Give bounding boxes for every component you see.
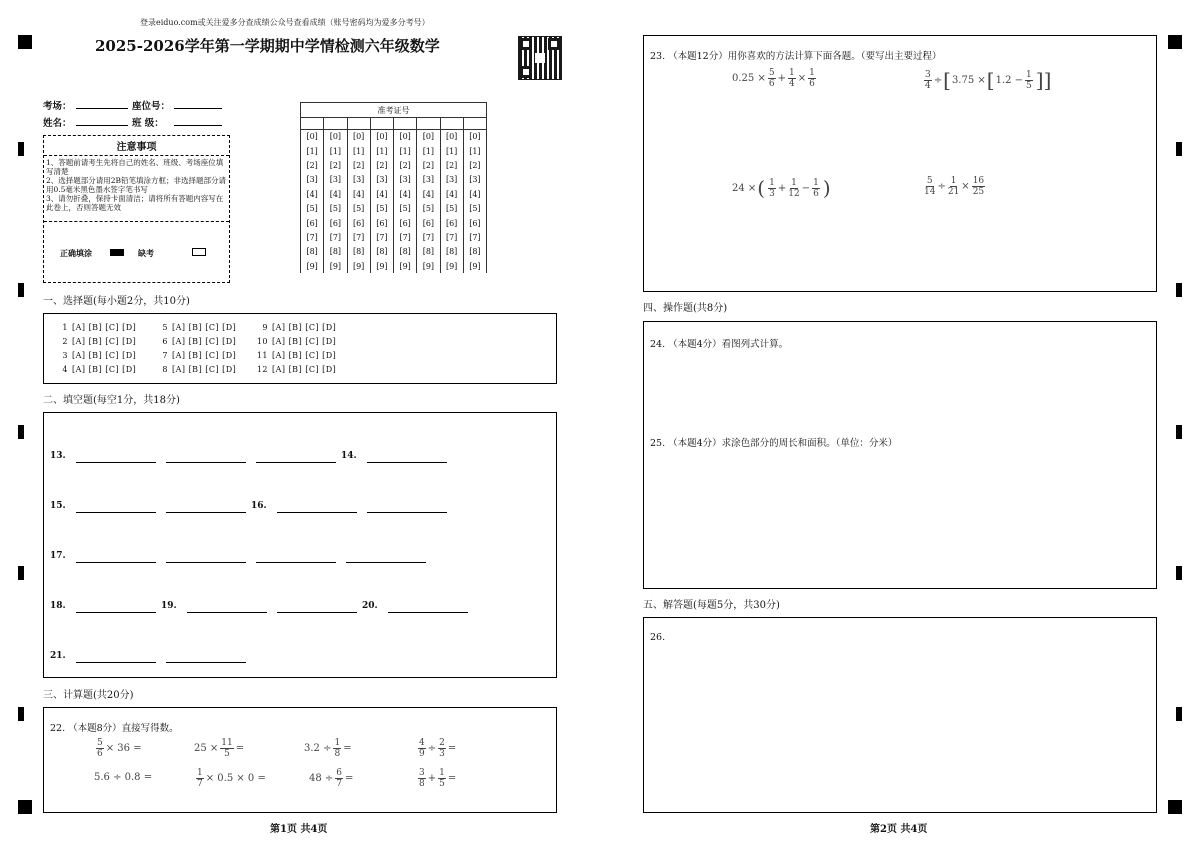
section-3-title: 三、计算题(共20分) — [43, 690, 134, 701]
expr-item: 24 × ( $\frac{1}{3}$ + $\frac{1}{12}$ − $\frac{1}{6}$ ) — [732, 176, 831, 200]
section-4-title: 四、操作题(共8分) — [643, 303, 728, 314]
admission-bubble[interactable]: [5] — [417, 201, 440, 215]
section-2-title: 二、填空题(每空1分，共18分) — [43, 395, 180, 406]
timing-mark — [1176, 566, 1182, 580]
admission-bubble[interactable]: [9] — [463, 259, 486, 273]
admission-bubble[interactable]: [2] — [394, 158, 417, 172]
admission-bubble[interactable]: [6] — [370, 216, 393, 230]
admission-bubble[interactable]: [8] — [370, 245, 393, 259]
choice-options[interactable]: [A] [B] [C] [D] — [72, 350, 137, 360]
seat-label: 座位号： — [132, 101, 171, 112]
admission-bubble[interactable]: [5] — [440, 201, 463, 215]
answer-blank[interactable] — [166, 662, 246, 663]
q19-label: 19. — [161, 601, 177, 611]
choice-options[interactable]: [A] [B] [C] [D] — [172, 336, 237, 346]
admission-bubble[interactable]: [7] — [394, 230, 417, 244]
choice-number: 12 — [256, 364, 268, 374]
exam-room-field[interactable] — [76, 108, 128, 109]
q22-prompt: 22. （本题8分）直接写得数。 — [50, 723, 179, 734]
answer-blank[interactable] — [166, 512, 246, 513]
page-title: 2025-2026学年第一学期期中学情检测六年级数学 — [95, 37, 440, 55]
admission-bubble[interactable]: [1] — [440, 144, 463, 158]
notice-item: 2、选择题部分请用2B铅笔填涂方框；非选择题部分请用0.5毫米黑色墨水签字笔书写 — [46, 176, 227, 194]
exam-room-label: 考场： — [43, 101, 72, 112]
admission-bubble[interactable]: [3] — [440, 173, 463, 187]
admission-bubble[interactable]: [9] — [324, 259, 347, 273]
admission-bubble[interactable]: [0] — [370, 130, 393, 144]
admission-bubble[interactable]: [3] — [347, 173, 370, 187]
admission-bubble[interactable]: [5] — [463, 201, 486, 215]
answer-blank[interactable] — [187, 612, 267, 613]
fill-box — [43, 412, 557, 678]
timing-mark — [1176, 425, 1182, 439]
answer-blank[interactable] — [76, 612, 156, 613]
expr-item: $\frac{3}{4}$ ÷ [ 3.75 × [ 1.2 − $\frac{1}{5}$ ]] — [925, 68, 1052, 92]
expr-item: $\frac{5}{14}$ ÷ $\frac{1}{21}$ × $\frac{16}{25}$ — [924, 176, 985, 197]
q18-label: 18. — [50, 601, 66, 611]
admission-bubble[interactable]: [3] — [324, 173, 347, 187]
qr-code — [518, 36, 562, 80]
answer-blank[interactable] — [277, 612, 357, 613]
timing-mark — [1168, 35, 1182, 49]
q16-label: 16. — [251, 501, 267, 511]
admission-bubble[interactable]: [0] — [417, 130, 440, 144]
admission-digit-box[interactable] — [463, 118, 486, 130]
admission-bubble[interactable]: [0] — [324, 130, 347, 144]
admission-bubble[interactable]: [5] — [301, 201, 324, 215]
admission-bubble[interactable]: [4] — [417, 187, 440, 201]
expr-item: $\frac{4}{9}$ ÷ $\frac{2}{3}$ = — [419, 738, 457, 759]
admission-bubble[interactable]: [4] — [347, 187, 370, 201]
q17-label: 17. — [50, 551, 66, 561]
answer-blank[interactable] — [76, 662, 156, 663]
q20-label: 20. — [362, 601, 378, 611]
admission-bubble[interactable]: [7] — [324, 230, 347, 244]
name-field[interactable] — [76, 125, 128, 126]
choice-box — [43, 313, 557, 384]
timing-mark — [18, 35, 32, 49]
calc-box — [43, 707, 557, 813]
admission-bubble[interactable]: [2] — [440, 158, 463, 172]
admission-bubble[interactable]: [3] — [394, 173, 417, 187]
admission-bubble[interactable]: [6] — [324, 216, 347, 230]
admission-bubble[interactable]: [8] — [301, 245, 324, 259]
timing-mark — [18, 425, 24, 439]
admission-bubble[interactable]: [4] — [324, 187, 347, 201]
admission-bubble[interactable]: [0] — [301, 130, 324, 144]
q23-prompt: 23. （本题12分）用你喜欢的方法计算下面各题。（要写出主要过程） — [650, 51, 942, 62]
name-label: 姓名： — [43, 118, 72, 129]
answer-blank[interactable] — [256, 462, 336, 463]
admission-bubble[interactable]: [2] — [463, 158, 486, 172]
expr-item: $\frac{1}{7}$ × 0.5 × 0 = — [197, 768, 266, 789]
admission-bubble[interactable]: [9] — [347, 259, 370, 273]
admission-bubble[interactable]: [6] — [463, 216, 486, 230]
admission-bubble[interactable]: [8] — [394, 245, 417, 259]
admission-bubble[interactable]: [5] — [370, 201, 393, 215]
choice-number: 5 — [162, 322, 168, 332]
choice-options[interactable]: [A] [B] [C] [D] — [272, 336, 337, 346]
notice-item: 1、答题前请考生先将自己的姓名、班级、考场座位填写清楚 — [46, 158, 224, 176]
timing-mark — [18, 707, 24, 721]
expr-item: 48 ÷ $\frac{6}{7}$ = — [309, 768, 354, 789]
admission-bubble[interactable]: [1] — [370, 144, 393, 158]
admission-bubble[interactable]: [5] — [324, 201, 347, 215]
admission-bubble[interactable]: [4] — [301, 187, 324, 201]
admission-bubble[interactable]: [3] — [463, 173, 486, 187]
admission-bubble[interactable]: [1] — [417, 144, 440, 158]
expr-item: 5.6 ÷ 0.8 = — [94, 772, 153, 783]
admission-bubble[interactable]: [3] — [370, 173, 393, 187]
class-field[interactable] — [174, 125, 222, 126]
admission-bubble[interactable]: [8] — [347, 245, 370, 259]
admission-bubble[interactable]: [5] — [394, 201, 417, 215]
q26-label: 26. — [650, 632, 666, 643]
choice-options[interactable]: [A] [B] [C] [D] — [272, 322, 337, 332]
admission-bubble[interactable]: [1] — [394, 144, 417, 158]
answer-blank[interactable] — [76, 462, 156, 463]
admission-bubble[interactable]: [3] — [301, 173, 324, 187]
q23-box — [643, 35, 1157, 292]
section-1-title: 一、选择题(每小题2分，共10分) — [43, 296, 190, 307]
admission-bubble[interactable]: [6] — [347, 216, 370, 230]
admission-digit-box[interactable] — [347, 118, 370, 130]
answer-blank[interactable] — [76, 512, 156, 513]
admission-bubble[interactable]: [8] — [463, 245, 486, 259]
choice-options[interactable]: [A] [B] [C] [D] — [72, 336, 137, 346]
answer-blank[interactable] — [166, 462, 246, 463]
q26-box — [643, 617, 1157, 813]
q21-label: 21. — [50, 651, 66, 661]
q15-label: 15. — [50, 501, 66, 511]
absent-checkbox[interactable] — [192, 248, 206, 256]
correct-fill-label: 正确填涂 — [60, 248, 92, 258]
section-5-title: 五、解答题(每题5分，共30分) — [643, 600, 780, 611]
q24-prompt: 24. （本题4分）看图列式计算。 — [650, 339, 789, 350]
timing-mark — [18, 800, 32, 814]
admission-bubble[interactable]: [9] — [394, 259, 417, 273]
seat-field[interactable] — [174, 108, 222, 109]
admission-bubble[interactable]: [2] — [301, 158, 324, 172]
admission-bubble[interactable]: [2] — [324, 158, 347, 172]
admission-bubble[interactable]: [4] — [370, 187, 393, 201]
choice-options[interactable]: [A] [B] [C] [D] — [72, 364, 137, 374]
admission-bubble[interactable]: [4] — [463, 187, 486, 201]
choice-options[interactable]: [A] [B] [C] [D] — [72, 322, 137, 332]
admission-bubble[interactable]: [6] — [394, 216, 417, 230]
admission-bubble[interactable]: [8] — [440, 245, 463, 259]
timing-mark — [18, 566, 24, 580]
page-footer-left: 第1页 共4页 — [270, 824, 328, 835]
q13-label: 13. — [50, 451, 66, 461]
page-footer-right: 第2页 共4页 — [870, 824, 928, 835]
choice-number: 11 — [256, 350, 268, 360]
expr-item: 0.25 × $\frac{5}{6}$ + $\frac{1}{4}$ × $\frac{1}{6}$ — [732, 68, 815, 89]
choice-number: 8 — [162, 364, 168, 374]
timing-mark — [18, 283, 24, 297]
admission-bubble[interactable]: [7] — [440, 230, 463, 244]
notice-title: 注意事项 — [44, 136, 229, 156]
choice-options[interactable]: [A] [B] [C] [D] — [272, 364, 337, 374]
top-note: 登录eiduo.com或关注爱多分查成绩公众号查看成绩（账号密码均为爱多分考号） — [140, 18, 430, 27]
choice-number: 4 — [62, 364, 68, 374]
admission-title: 准考证号 — [301, 103, 487, 118]
notice-item: 3、请勿折叠，保持卡面清洁；请将所有答题内容写在此卷上，否则答题无效 — [46, 194, 224, 212]
admission-bubble[interactable]: [7] — [347, 230, 370, 244]
admission-bubble[interactable]: [2] — [347, 158, 370, 172]
admission-bubble[interactable]: [7] — [417, 230, 440, 244]
timing-mark — [1168, 800, 1182, 814]
admission-bubble[interactable]: [0] — [440, 130, 463, 144]
timing-mark — [1176, 707, 1182, 721]
admission-bubble[interactable]: [8] — [417, 245, 440, 259]
admission-bubble[interactable]: [0] — [347, 130, 370, 144]
timing-mark — [1176, 142, 1182, 156]
correct-fill-sample — [110, 249, 124, 256]
admission-digit-box[interactable] — [324, 118, 347, 130]
admission-bubble[interactable]: [6] — [301, 216, 324, 230]
admission-grid — [300, 102, 487, 273]
admission-digit-box[interactable] — [301, 118, 324, 130]
choice-options[interactable]: [A] [B] [C] [D] — [172, 364, 237, 374]
choice-options[interactable]: [A] [B] [C] [D] — [272, 350, 337, 360]
admission-bubble[interactable]: [9] — [370, 259, 393, 273]
admission-bubble[interactable]: [7] — [370, 230, 393, 244]
admission-bubble[interactable]: [2] — [417, 158, 440, 172]
expr-item: 25 × $\frac{11}{5}$ = — [194, 738, 245, 759]
q25-prompt: 25. （本题4分）求涂色部分的周长和面积。（单位：分米） — [650, 438, 898, 449]
answer-blank[interactable] — [367, 512, 447, 513]
answer-blank[interactable] — [256, 562, 336, 563]
admission-bubble[interactable]: [9] — [440, 259, 463, 273]
admission-bubble[interactable]: [0] — [394, 130, 417, 144]
answer-blank[interactable] — [346, 562, 426, 563]
q14-label: 14. — [341, 451, 357, 461]
admission-bubble[interactable]: [7] — [463, 230, 486, 244]
choice-number: 7 — [162, 350, 168, 360]
admission-bubble[interactable]: [9] — [301, 259, 324, 273]
expr-item: $\frac{3}{8}$ + $\frac{1}{5}$ = — [419, 768, 457, 789]
class-label: 班 级： — [132, 118, 164, 129]
choice-number: 6 — [162, 336, 168, 346]
admission-bubble[interactable]: [0] — [463, 130, 486, 144]
choice-options[interactable]: [A] [B] [C] [D] — [172, 350, 237, 360]
answer-blank[interactable] — [277, 512, 357, 513]
admission-digit-box[interactable] — [417, 118, 440, 130]
admission-bubble[interactable]: [1] — [324, 144, 347, 158]
choice-number: 3 — [62, 350, 68, 360]
timing-mark — [18, 142, 24, 156]
admission-bubble[interactable]: [1] — [463, 144, 486, 158]
admission-bubble[interactable]: [8] — [324, 245, 347, 259]
admission-bubble[interactable]: [9] — [417, 259, 440, 273]
expr-item: $\frac{5}{6}$ × 36 = — [97, 738, 142, 759]
admission-digit-box[interactable] — [370, 118, 393, 130]
admission-bubble[interactable]: [3] — [417, 173, 440, 187]
admission-bubble[interactable]: [6] — [440, 216, 463, 230]
admission-digit-box[interactable] — [394, 118, 417, 130]
answer-blank[interactable] — [388, 612, 468, 613]
notice-box — [43, 135, 230, 283]
answer-blank[interactable] — [166, 562, 246, 563]
admission-bubble[interactable]: [2] — [370, 158, 393, 172]
choice-number: 2 — [62, 336, 68, 346]
expr-item: 3.2 ÷ $\frac{1}{8}$ = — [304, 738, 352, 759]
admission-bubble[interactable]: [4] — [440, 187, 463, 201]
admission-bubble[interactable]: [5] — [347, 201, 370, 215]
admission-bubble[interactable]: [7] — [301, 230, 324, 244]
choice-number: 1 — [62, 322, 68, 332]
admission-bubble[interactable]: [6] — [417, 216, 440, 230]
q24-25-box — [643, 321, 1157, 589]
answer-blank[interactable] — [76, 562, 156, 563]
admission-bubble[interactable]: [1] — [301, 144, 324, 158]
admission-digit-box[interactable] — [440, 118, 463, 130]
admission-bubble[interactable]: [4] — [394, 187, 417, 201]
admission-bubble[interactable]: [1] — [347, 144, 370, 158]
choice-number: 10 — [256, 336, 268, 346]
choice-number: 9 — [262, 322, 268, 332]
choice-options[interactable]: [A] [B] [C] [D] — [172, 322, 237, 332]
answer-blank[interactable] — [367, 462, 447, 463]
absent-label: 缺考 — [138, 248, 154, 258]
timing-mark — [1176, 283, 1182, 297]
